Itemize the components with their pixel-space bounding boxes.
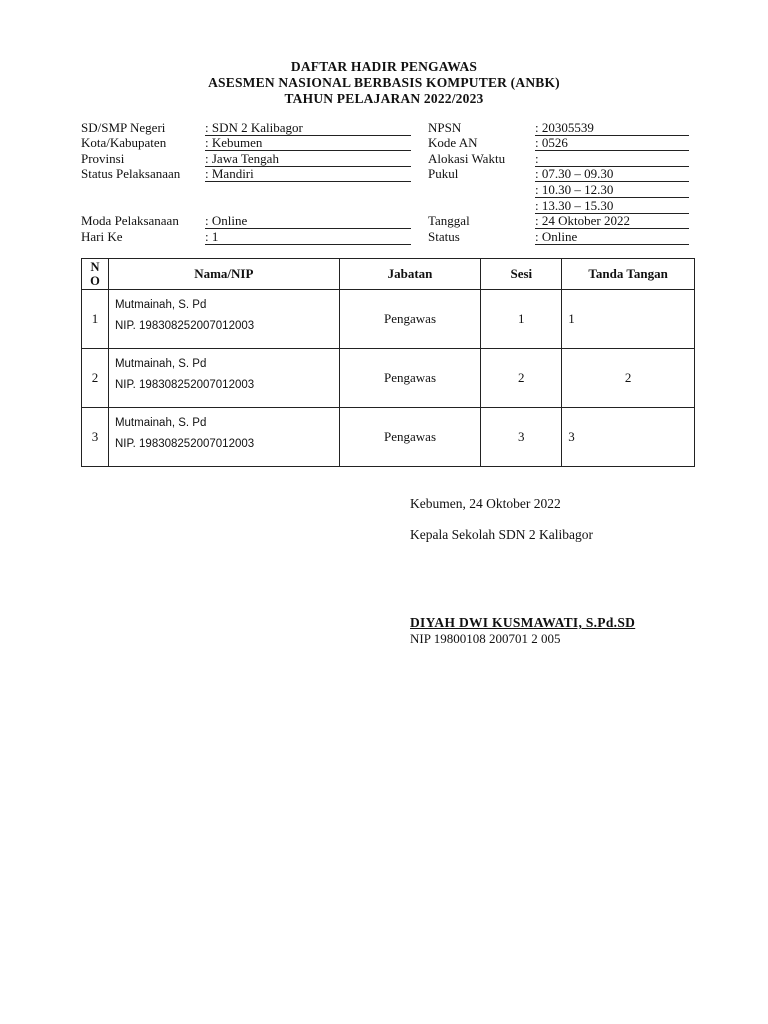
info-label: Moda Pelaksanaan [81,213,179,228]
document-year: TAHUN PELAJARAN 2022/2023 [284,91,484,106]
table-row [82,290,695,349]
info-label: Kota/Kabupaten [81,135,167,150]
table-row [82,349,695,408]
row-name-cell [108,408,339,467]
header-no-line2: O [90,274,100,288]
info-label: SD/SMP Negeri [81,120,166,135]
signer-nip: NIP 19800108 200701 2 005 [410,631,561,646]
info-value: : 10.30 – 12.30 [535,182,689,198]
row-no: 3 [82,408,109,467]
info-label: NPSN [428,120,462,135]
row-name: Mutmainah, S. Pd [114,299,207,311]
row-sesi: 2 [481,349,562,408]
row-jabatan: Pengawas [339,408,481,467]
info-value: : SDN 2 Kalibagor [205,120,411,136]
header-sesi: Sesi [481,259,562,290]
info-value: : 13.30 – 15.30 [535,198,689,214]
info-value: : Mandiri [205,166,411,182]
info-value: : Online [205,213,411,229]
row-jabatan: Pengawas [339,349,481,408]
document-subtitle: ASESMEN NASIONAL BERBASIS KOMPUTER (ANBK) [208,75,560,90]
info-label: Provinsi [81,151,125,166]
info-value: : 1 [205,229,411,245]
header-jabatan: Jabatan [339,259,481,290]
table-header-row [82,259,695,290]
info-label: Status [428,229,460,244]
info-label: Status Pelaksanaan [81,166,181,181]
info-label: Tanggal [428,213,470,228]
info-label: Kode AN [428,135,478,150]
place-date: Kebumen, 24 Oktober 2022 [410,496,561,511]
info-value: : Kebumen [205,135,411,151]
header-no [82,259,109,290]
row-sesi: 3 [481,408,562,467]
info-value: : Jawa Tengah [205,151,411,167]
row-no: 2 [82,349,109,408]
attendance-table [81,258,695,467]
row-no: 1 [82,290,109,349]
row-nip: NIP. 198308252007012003 [114,379,255,391]
row-signature: 3 [562,408,695,467]
table-row [82,408,695,467]
header-name: Nama/NIP [108,259,339,290]
info-label: Pukul [428,166,459,181]
info-value: : 24 Oktober 2022 [535,213,689,229]
info-value: : 07.30 – 09.30 [535,166,689,182]
info-value: : [535,151,689,167]
signer-name: DIYAH DWI KUSMAWATI, S.Pd.SD [410,615,636,630]
row-name-cell [108,349,339,408]
row-jabatan: Pengawas [339,290,481,349]
info-value: : Online [535,229,689,245]
info-value: : 20305539 [535,120,689,136]
row-sesi: 1 [481,290,562,349]
row-nip: NIP. 198308252007012003 [114,320,255,332]
info-label: Alokasi Waktu [428,151,506,166]
row-nip: NIP. 198308252007012003 [114,438,255,450]
row-signature: 1 [562,290,695,349]
header-no-line1: N [90,260,100,274]
signer-position: Kepala Sekolah SDN 2 Kalibagor [410,527,593,542]
row-name-cell [108,290,339,349]
header-signature: Tanda Tangan [562,259,695,290]
info-value: : 0526 [535,135,689,151]
row-name: Mutmainah, S. Pd [114,417,207,429]
row-name: Mutmainah, S. Pd [114,358,207,370]
info-label: Hari Ke [81,229,123,244]
document-title: DAFTAR HADIR PENGAWAS [290,59,478,74]
row-signature: 2 [562,349,695,408]
